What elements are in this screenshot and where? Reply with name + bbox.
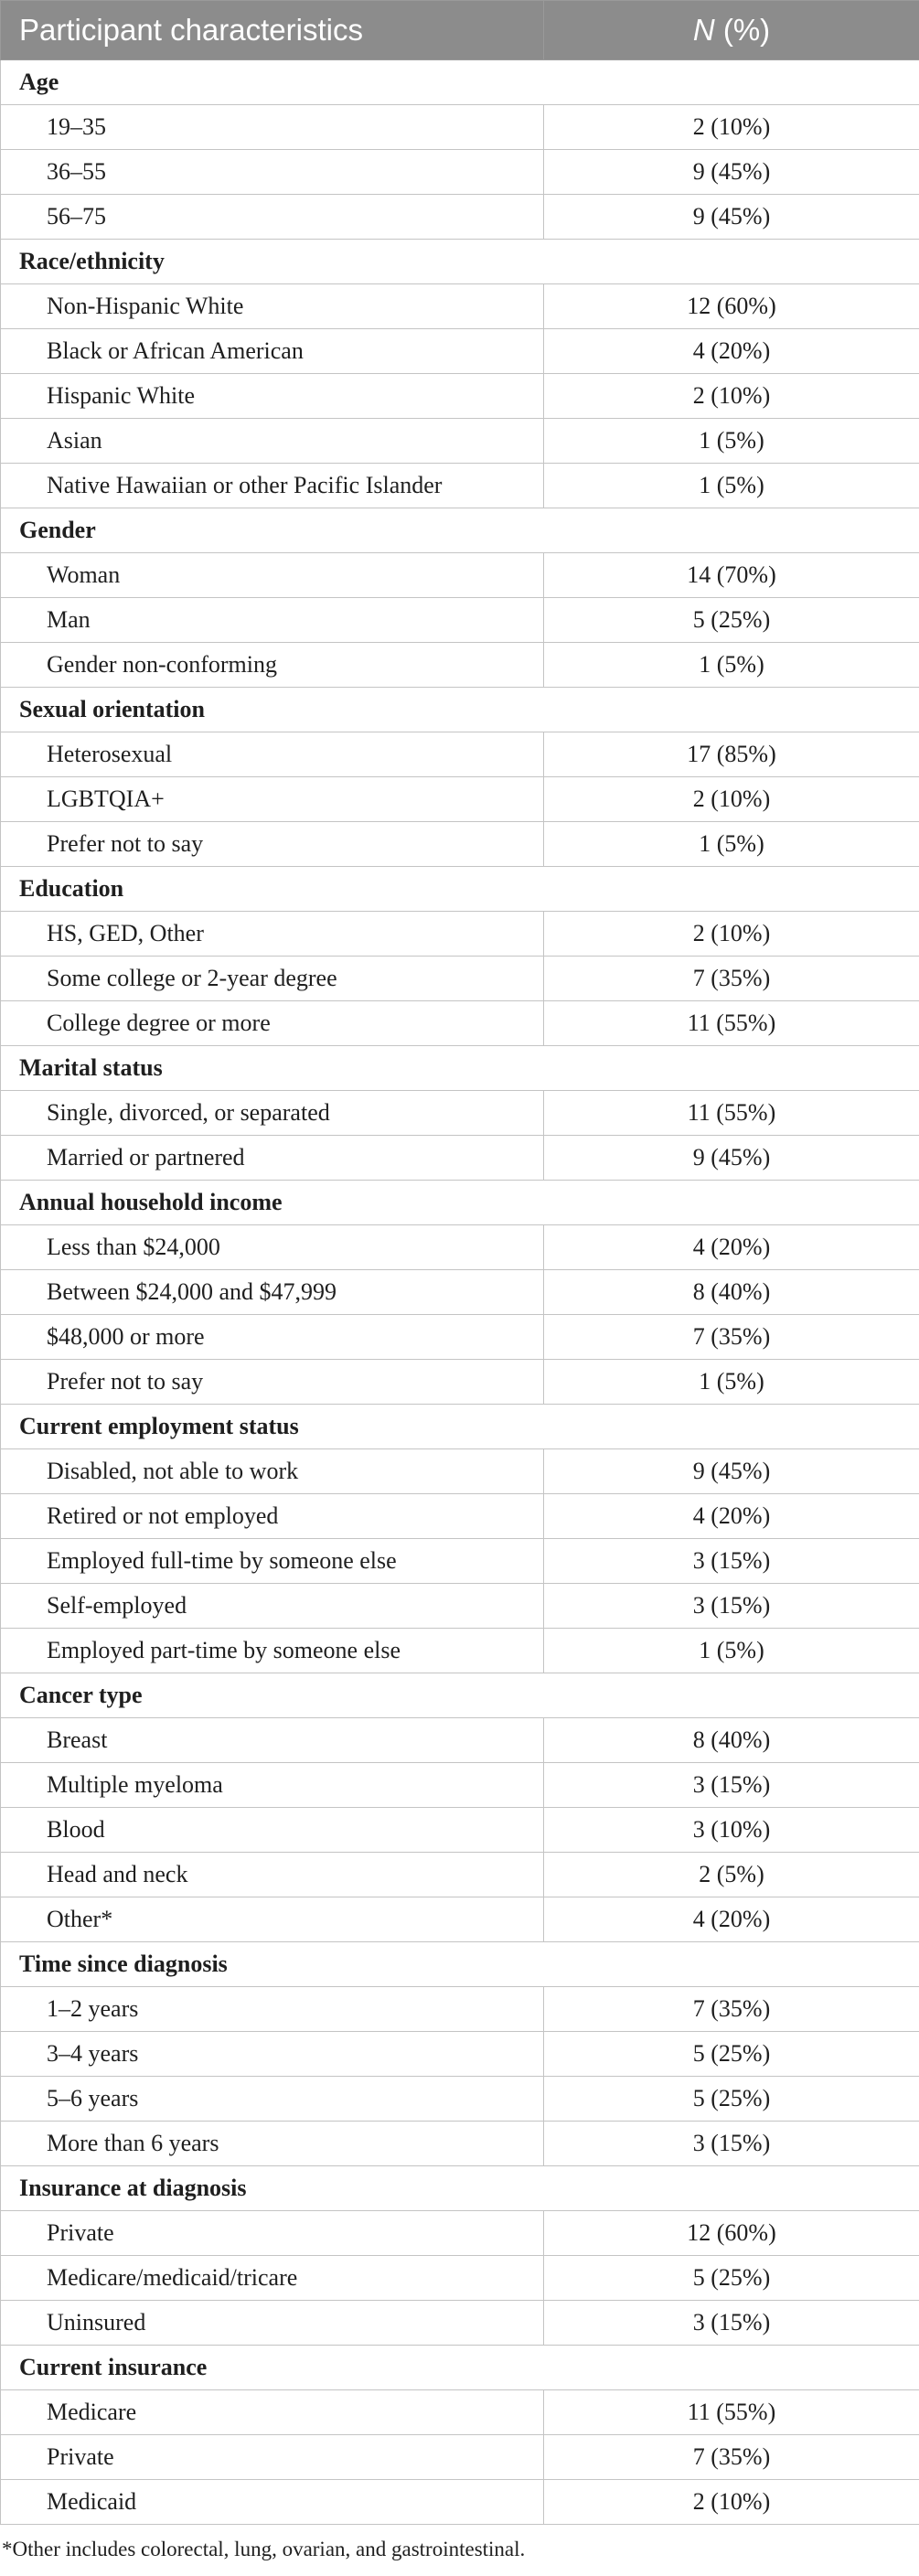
row-label: Less than $24,000 <box>1 1225 544 1270</box>
row-value: 2 (5%) <box>544 1853 919 1897</box>
section-title: Gender <box>1 508 919 553</box>
table-row <box>1 1584 919 1629</box>
table-row <box>1 957 919 1001</box>
row-value: 1 (5%) <box>544 464 919 508</box>
row-value: 11 (55%) <box>544 2390 919 2435</box>
table-row <box>1 1897 919 1942</box>
row-value: 2 (10%) <box>544 912 919 957</box>
row-value: 3 (15%) <box>544 2122 919 2166</box>
row-label: Gender non-conforming <box>1 643 544 688</box>
table-row <box>1 464 919 508</box>
row-value: 5 (25%) <box>544 2032 919 2077</box>
table-row <box>1 777 919 822</box>
row-value: 3 (15%) <box>544 2301 919 2346</box>
table-row <box>1 1629 919 1673</box>
row-label: Disabled, not able to work <box>1 1449 544 1494</box>
row-value: 9 (45%) <box>544 1449 919 1494</box>
section-header-row <box>1 867 919 912</box>
table-row <box>1 195 919 240</box>
section-title: Education <box>1 867 919 912</box>
row-label: Prefer not to say <box>1 1360 544 1405</box>
table-row <box>1 1315 919 1360</box>
table-row <box>1 1001 919 1046</box>
row-value: 4 (20%) <box>544 1225 919 1270</box>
table-row <box>1 2390 919 2435</box>
header-n-percent <box>544 1 919 60</box>
row-label: Heterosexual <box>1 732 544 777</box>
table-row <box>1 2122 919 2166</box>
row-label: More than 6 years <box>1 2122 544 2166</box>
row-value: 1 (5%) <box>544 822 919 867</box>
table-row <box>1 2301 919 2346</box>
row-value: 2 (10%) <box>544 374 919 419</box>
row-label: Private <box>1 2435 544 2480</box>
row-label: Medicare <box>1 2390 544 2435</box>
row-label: 19–35 <box>1 105 544 150</box>
row-label: Employed full-time by someone else <box>1 1539 544 1584</box>
table-row <box>1 1808 919 1853</box>
table-row <box>1 2480 919 2525</box>
row-label: Other* <box>1 1897 544 1942</box>
row-label: Blood <box>1 1808 544 1853</box>
table-row <box>1 1136 919 1181</box>
row-value: 7 (35%) <box>544 1987 919 2032</box>
row-value: 1 (5%) <box>544 419 919 464</box>
table-row <box>1 1270 919 1315</box>
row-value: 9 (45%) <box>544 195 919 240</box>
section-title: Race/ethnicity <box>1 240 919 284</box>
row-value: 12 (60%) <box>544 2211 919 2256</box>
row-value: 11 (55%) <box>544 1001 919 1046</box>
row-label: Native Hawaiian or other Pacific Islander <box>1 464 544 508</box>
table-row <box>1 553 919 598</box>
table-header-row <box>1 1 919 60</box>
header-characteristics: Participant characteristics <box>1 1 544 60</box>
row-value: 5 (25%) <box>544 2077 919 2122</box>
table-row <box>1 419 919 464</box>
table-row <box>1 2256 919 2301</box>
header-percent: (%) <box>714 13 771 47</box>
row-label: 36–55 <box>1 150 544 195</box>
section-header-row <box>1 2346 919 2390</box>
row-label: Head and neck <box>1 1853 544 1897</box>
row-value: 14 (70%) <box>544 553 919 598</box>
row-label: $48,000 or more <box>1 1315 544 1360</box>
row-value: 4 (20%) <box>544 1897 919 1942</box>
row-label: HS, GED, Other <box>1 912 544 957</box>
table-row <box>1 105 919 150</box>
row-value: 5 (25%) <box>544 598 919 643</box>
row-value: 1 (5%) <box>544 1360 919 1405</box>
row-label: Medicare/medicaid/tricare <box>1 2256 544 2301</box>
row-label: 5–6 years <box>1 2077 544 2122</box>
row-label: Breast <box>1 1718 544 1763</box>
row-value: 2 (10%) <box>544 2480 919 2525</box>
table-row <box>1 1091 919 1136</box>
table-row <box>1 374 919 419</box>
table-row <box>1 598 919 643</box>
row-label: Self-employed <box>1 1584 544 1629</box>
section-header-row <box>1 688 919 732</box>
row-label: Employed part-time by someone else <box>1 1629 544 1673</box>
section-title: Insurance at diagnosis <box>1 2166 919 2211</box>
row-value: 1 (5%) <box>544 643 919 688</box>
row-label: Black or African American <box>1 329 544 374</box>
row-label: Non-Hispanic White <box>1 284 544 329</box>
table-row <box>1 2435 919 2480</box>
row-label: 3–4 years <box>1 2032 544 2077</box>
table-row <box>1 1987 919 2032</box>
row-value: 4 (20%) <box>544 1494 919 1539</box>
row-value: 3 (10%) <box>544 1808 919 1853</box>
table-footnote: *Other includes colorectal, lung, ovarian, and gastrointestinal. <box>2 2538 526 2560</box>
row-value: 11 (55%) <box>544 1091 919 1136</box>
row-value: 3 (15%) <box>544 1584 919 1629</box>
row-label: Private <box>1 2211 544 2256</box>
table-row <box>1 1539 919 1584</box>
row-value: 2 (10%) <box>544 105 919 150</box>
row-label: 56–75 <box>1 195 544 240</box>
section-header-row <box>1 2166 919 2211</box>
section-title: Current insurance <box>1 2346 919 2390</box>
section-title: Annual household income <box>1 1181 919 1225</box>
row-value: 3 (15%) <box>544 1763 919 1808</box>
row-value: 2 (10%) <box>544 777 919 822</box>
row-value: 1 (5%) <box>544 1629 919 1673</box>
table-body <box>1 60 919 2525</box>
row-value: 4 (20%) <box>544 329 919 374</box>
section-header-row <box>1 1181 919 1225</box>
table-row <box>1 1718 919 1763</box>
row-label: Woman <box>1 553 544 598</box>
table-row <box>1 1449 919 1494</box>
row-value: 17 (85%) <box>544 732 919 777</box>
row-label: Asian <box>1 419 544 464</box>
section-header-row <box>1 240 919 284</box>
row-label: College degree or more <box>1 1001 544 1046</box>
section-header-row <box>1 508 919 553</box>
table-row <box>1 2032 919 2077</box>
row-label: Retired or not employed <box>1 1494 544 1539</box>
table-row <box>1 1360 919 1405</box>
table-row <box>1 2211 919 2256</box>
row-label: Medicaid <box>1 2480 544 2525</box>
row-value: 8 (40%) <box>544 1270 919 1315</box>
table-row <box>1 150 919 195</box>
section-title: Current employment status <box>1 1405 919 1449</box>
row-label: Hispanic White <box>1 374 544 419</box>
table-row <box>1 912 919 957</box>
table-row <box>1 1853 919 1897</box>
section-header-row <box>1 1046 919 1091</box>
table-row <box>1 1494 919 1539</box>
row-value: 9 (45%) <box>544 150 919 195</box>
row-label: Single, divorced, or separated <box>1 1091 544 1136</box>
section-title: Cancer type <box>1 1673 919 1718</box>
row-value: 3 (15%) <box>544 1539 919 1584</box>
table-row <box>1 1225 919 1270</box>
row-label: Uninsured <box>1 2301 544 2346</box>
table-row <box>1 822 919 867</box>
row-label: Between $24,000 and $47,999 <box>1 1270 544 1315</box>
row-label: LGBTQIA+ <box>1 777 544 822</box>
table-row <box>1 643 919 688</box>
row-label: Multiple myeloma <box>1 1763 544 1808</box>
section-header-row <box>1 60 919 105</box>
section-title: Sexual orientation <box>1 688 919 732</box>
section-header-row <box>1 1673 919 1718</box>
row-label: Some college or 2-year degree <box>1 957 544 1001</box>
row-label: 1–2 years <box>1 1987 544 2032</box>
row-value: 8 (40%) <box>544 1718 919 1763</box>
section-header-row <box>1 1942 919 1987</box>
row-value: 7 (35%) <box>544 2435 919 2480</box>
row-label: Man <box>1 598 544 643</box>
table-row <box>1 1763 919 1808</box>
row-value: 7 (35%) <box>544 957 919 1001</box>
row-value: 12 (60%) <box>544 284 919 329</box>
row-value: 5 (25%) <box>544 2256 919 2301</box>
table-row <box>1 329 919 374</box>
row-label: Married or partnered <box>1 1136 544 1181</box>
section-title: Age <box>1 60 919 105</box>
table-row <box>1 2077 919 2122</box>
row-label: Prefer not to say <box>1 822 544 867</box>
section-header-row <box>1 1405 919 1449</box>
table-row <box>1 732 919 777</box>
header-n: N <box>692 13 715 47</box>
section-title: Time since diagnosis <box>1 1942 919 1987</box>
table-row <box>1 284 919 329</box>
section-title: Marital status <box>1 1046 919 1091</box>
row-value: 9 (45%) <box>544 1136 919 1181</box>
row-value: 7 (35%) <box>544 1315 919 1360</box>
